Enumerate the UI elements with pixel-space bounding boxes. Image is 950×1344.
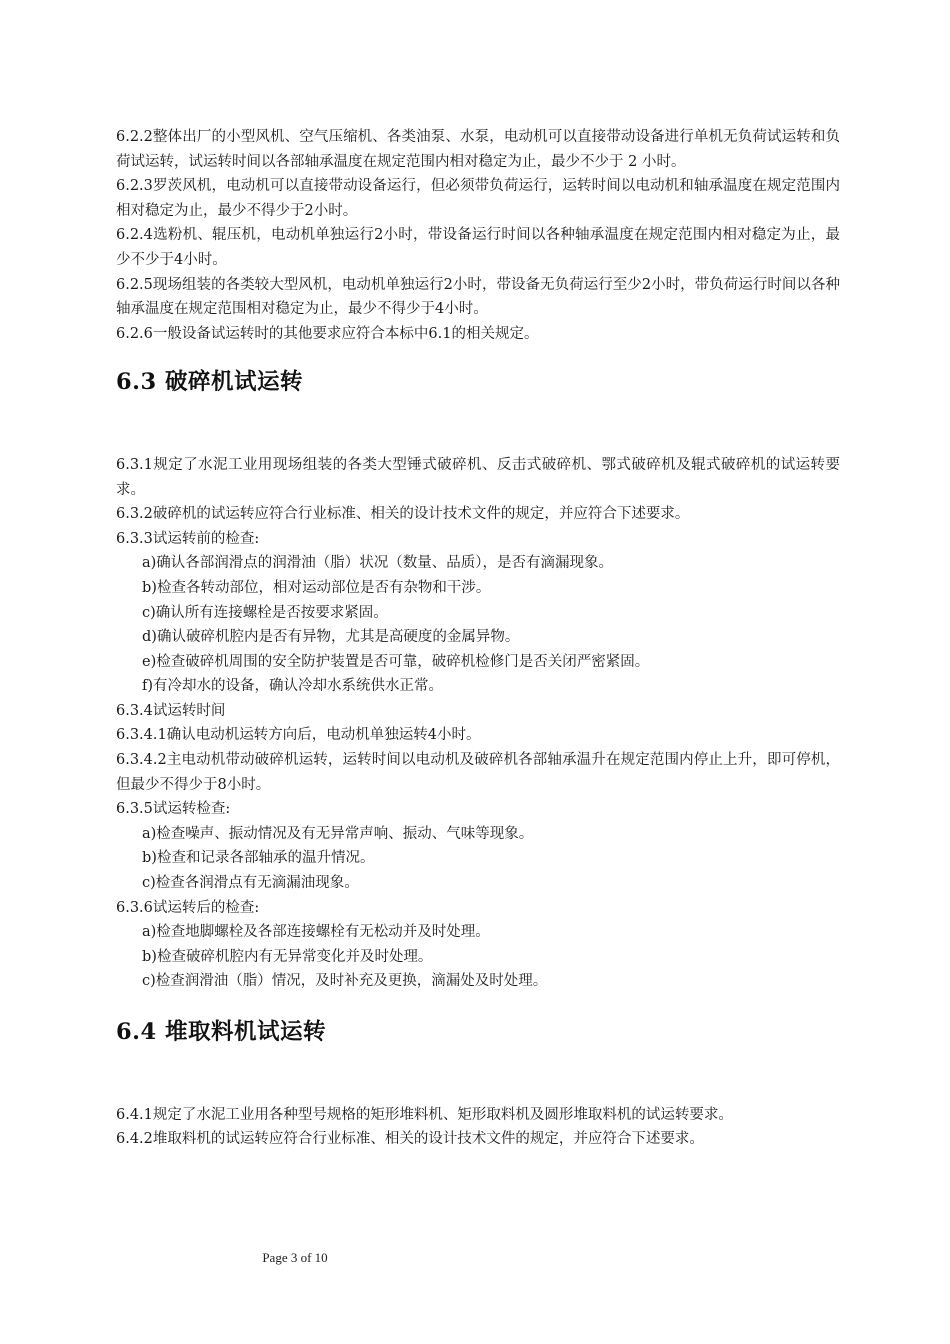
list-item: a)检查噪声、振动情况及有无异常声响、振动、气味等现象。: [142, 825, 534, 842]
paragraph-6-2-2: 6.2.2整体出厂的小型风机、空气压缩机、各类油泵、水泵，电动机可以直接带动设备进行单机无负荷试运转和负荷试运转，试运转时间以各部轴承温度在规定范围内相对稳定为止，最少不少于 2 小时。: [116, 129, 840, 170]
list-item: a)检查地脚螺栓及各部连接螺栓有无松动并及时处理。: [142, 924, 490, 941]
page-number-footer: Page 3 of 10: [262, 1250, 328, 1265]
section-heading-6-4: 6.4 堆取料机试运转: [116, 1019, 326, 1045]
list-item: d)确认破碎机腔内是否有异物，尤其是高硬度的金属异物。: [142, 629, 520, 646]
paragraph-6-2-3: 6.2.3罗茨风机，电动机可以直接带动设备运行，但必须带负荷运行，运转时间以电动机和轴承温度在规定范围内相对稳定为止，最少不得少于2小时。: [116, 178, 840, 219]
page-body: [116, 125, 840, 1152]
list-item: c)检查各润滑点有无滴漏油现象。: [142, 875, 359, 892]
paragraph-6-3-3: 6.3.3试运转前的检查:: [116, 530, 260, 547]
paragraph-6-3-1: 6.3.1规定了水泥工业用现场组装的各类大型锤式破碎机、反击式破碎机、鄂式破碎机及辊式破碎机的试运转要求。: [116, 456, 840, 498]
paragraph-6-2-4: 6.2.4选粉机、辊压机，电动机单独运行2小时，带设备运行时间以各种轴承温度在规定范围内相对稳定为止，最少不少于4小时。: [116, 227, 840, 268]
paragraph-6-2-6: 6.2.6一般设备试运转时的其他要求应符合本标中6.1的相关规定。: [116, 325, 539, 342]
list-item: e)检查破碎机周围的安全防护装置是否可靠，破碎机检修门是否关闭严密紧固。: [142, 653, 650, 670]
paragraph-6-2-5: 6.2.5现场组装的各类较大型风机，电动机单独运行2小时，带设备无负荷运行至少2小时，带负荷运行时间以各种轴承温度在规定范围相对稳定为止，最少不得少于4小时。: [116, 276, 840, 318]
paragraph-6-3-4: 6.3.4试运转时间: [116, 702, 226, 719]
list-item: c)检查润滑油（脂）情况，及时补充及更换，滴漏处及时处理。: [142, 973, 548, 990]
paragraph-6-4-1: 6.4.1规定了水泥工业用各种型号规格的矩形堆料机、矩形取料机及圆形堆取料机的试运转要求。: [116, 1106, 733, 1123]
paragraph-6-3-6: 6.3.6试运转后的检查:: [116, 899, 260, 916]
list-item: c)确认所有连接螺栓是否按要求紧固。: [142, 604, 388, 621]
section-heading-6-3: 6.3 破碎机试运转: [116, 369, 303, 396]
paragraph-6-3-4-1: 6.3.4.1确认电动机运转方向后，电动机单独运转4小时。: [116, 727, 481, 744]
paragraph-6-3-2: 6.3.2破碎机的试运转应符合行业标准、相关的设计技术文件的规定，并应符合下述要求。: [116, 506, 690, 523]
paragraph-6-3-4-2: 6.3.4.2主电动机带动破碎机运转，运转时间以电动机及破碎机各部轴承温升在规定范围内停止上升，即可停机，但最少不得少于8小时。: [116, 752, 840, 793]
list-item: a)确认各部润滑点的润滑油（脂）状况（数量、品质），是否有滴漏现象。: [142, 555, 614, 572]
list-item: b)检查和记录各部轴承的温升情况。: [142, 850, 375, 867]
list-item: b)检查各转动部位，相对运动部位是否有杂物和干涉。: [142, 579, 491, 596]
paragraph-6-3-5: 6.3.5试运转检查:: [116, 801, 231, 818]
list-item: f)有冷却水的设备，确认冷却水系统供水正常。: [142, 678, 444, 695]
list-item: b)检查破碎机腔内有无异常变化并及时处理。: [142, 948, 433, 965]
paragraph-6-4-2: 6.4.2堆取料机的试运转应符合行业标准、相关的设计技术文件的规定，并应符合下述要求。: [116, 1131, 704, 1148]
